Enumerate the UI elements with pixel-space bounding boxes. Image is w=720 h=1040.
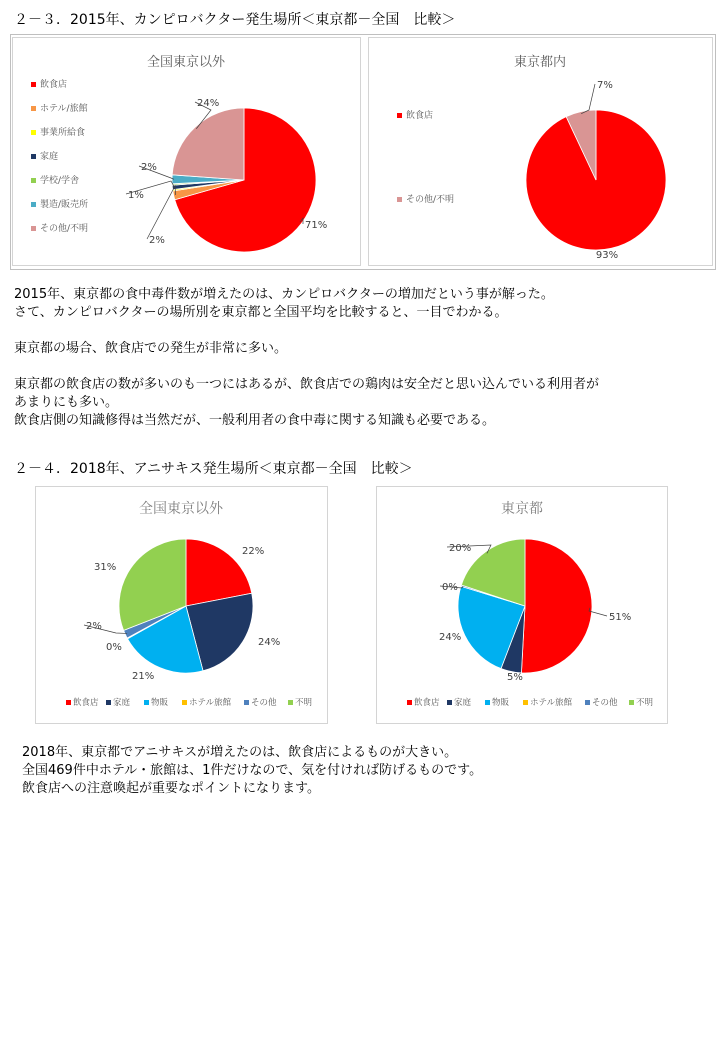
legend-swatch-0 — [397, 113, 402, 118]
data-label-3: 1% — [128, 190, 144, 201]
pie-chart-svg — [13, 38, 360, 265]
section1-heading: ２－３．2015年、カンピロバクター発生場所＜東京都－全国 比較＞ — [14, 12, 456, 28]
legend-label-1: その他/不明 — [406, 195, 455, 205]
section2-text — [22, 744, 482, 798]
legend-swatch-5 — [629, 700, 634, 705]
legend-label-3: ホテル旅館 — [530, 698, 573, 708]
chart-title: 東京都内 — [513, 55, 567, 70]
legend-label-0: 飲食店 — [414, 698, 440, 708]
legend-swatch-0 — [407, 700, 412, 705]
pie-chart-svg — [36, 487, 327, 723]
section1-paragraph-4: 東京都の飲食店の数が多いのも一つにはあるが、飲食店での鶏肉は安全だと思い込んでいる利用者が — [14, 377, 600, 392]
legend-label-0: 飲食店 — [406, 111, 434, 121]
legend-label-3: ホテル旅館 — [189, 698, 232, 708]
data-label-4: 2% — [86, 621, 102, 632]
data-label-2: 24% — [439, 632, 462, 643]
chart-title: 全国東京以外 — [146, 55, 226, 70]
legend-label-6: その他/不明 — [40, 224, 89, 234]
data-label-1: 24% — [258, 637, 281, 648]
section1-paragraph-5: あまりにも多い。 — [14, 395, 119, 410]
legend-swatch-2 — [485, 700, 490, 705]
data-label-2: 21% — [132, 671, 155, 682]
section2-heading: ２－４．2018年、アニサキス発生場所＜東京都－全国 比較＞ — [14, 461, 413, 477]
legend-label-5: 製造/販売所 — [40, 200, 89, 210]
legend-swatch-3 — [31, 154, 36, 159]
spacer — [14, 358, 599, 376]
spacer — [14, 322, 599, 340]
legend-swatch-5 — [31, 202, 36, 207]
chart-title: 東京都 — [501, 501, 543, 517]
data-label-4: 0% — [442, 582, 458, 593]
chart-2018-tokyo — [376, 486, 668, 724]
legend-swatch-1 — [397, 197, 402, 202]
data-label-0: 93% — [595, 250, 619, 261]
data-label-5: 31% — [94, 562, 117, 573]
pie-slice-6 — [172, 108, 244, 180]
legend-swatch-4 — [585, 700, 590, 705]
data-label-3: 0% — [106, 642, 122, 653]
data-label-0: 71% — [305, 220, 328, 231]
section1-paragraph-3: 東京都の場合、飲食店での発生が非常に多い。 — [14, 341, 288, 356]
data-label-5: 2% — [141, 162, 157, 173]
section2-paragraph-1: 2018年、東京都でアニサキスが増えたのは、飲食店によるものが大きい。 — [22, 745, 458, 760]
legend-label-0: 飲食店 — [73, 698, 99, 708]
legend-label-4: 学校/学舎 — [40, 176, 80, 186]
data-label-1: 7% — [597, 80, 613, 91]
legend-label-4: その他 — [251, 698, 277, 708]
legend-swatch-1 — [447, 700, 452, 705]
data-label-0: 22% — [242, 546, 265, 557]
legend-swatch-2 — [144, 700, 149, 705]
chart-2015-outside-tokyo — [12, 37, 361, 266]
legend-swatch-0 — [66, 700, 71, 705]
pie-chart-svg — [369, 38, 712, 265]
legend-swatch-3 — [182, 700, 187, 705]
legend-label-2: 事業所給食 — [40, 128, 86, 138]
legend-swatch-1 — [31, 106, 36, 111]
legend-label-0: 飲食店 — [40, 80, 68, 90]
chart-2018-outside-tokyo — [35, 486, 328, 724]
legend-swatch-4 — [31, 178, 36, 183]
legend-label-5: 不明 — [295, 698, 313, 708]
section1-text — [14, 286, 599, 430]
legend-label-1: 家庭 — [113, 698, 131, 708]
legend-swatch-0 — [31, 82, 36, 87]
legend-swatch-1 — [106, 700, 111, 705]
legend-label-1: 家庭 — [454, 698, 472, 708]
legend-swatch-3 — [523, 700, 528, 705]
legend-swatch-4 — [244, 700, 249, 705]
legend-label-1: ホテル/旅館 — [40, 104, 88, 114]
section1-paragraph-1: 2015年、東京都の食中毒件数が増えたのは、カンピロバクターの増加だという事が解った。 — [14, 287, 554, 302]
leader-line-1 — [581, 84, 595, 114]
chart-title: 全国東京以外 — [139, 501, 223, 517]
legend-swatch-5 — [288, 700, 293, 705]
pie-chart-svg — [377, 487, 667, 723]
section2-paragraph-3: 飲食店への注意喚起が重要なポイントになります。 — [22, 781, 320, 796]
legend-swatch-2 — [31, 130, 36, 135]
data-label-0: 51% — [609, 612, 632, 623]
data-label-1: 2% — [149, 235, 165, 246]
section1-paragraph-6: 飲食店側の知識修得は当然だが、一般利用者の食中毒に関する知識も必要である。 — [14, 413, 496, 428]
data-label-6: 24% — [197, 98, 220, 109]
legend-label-2: 物販 — [151, 698, 169, 708]
section1-paragraph-2: さて、カンピロバクターの場所別を東京都と全国平均を比較すると、一目でわかる。 — [14, 305, 508, 320]
section2-paragraph-2: 全国469件中ホテル・旅館は、1件だけなので、気を付ければ防げるものです。 — [22, 763, 483, 778]
leader-line-1 — [147, 186, 176, 239]
legend-label-3: 家庭 — [40, 152, 59, 162]
data-label-5: 20% — [449, 543, 472, 554]
legend-label-5: 不明 — [636, 698, 654, 708]
legend-swatch-6 — [31, 226, 36, 231]
pie-slice-0 — [521, 539, 592, 673]
legend-label-4: その他 — [592, 698, 618, 708]
legend-label-2: 物販 — [492, 698, 510, 708]
data-label-1: 5% — [507, 672, 523, 683]
chart-2015-tokyo — [368, 37, 713, 266]
